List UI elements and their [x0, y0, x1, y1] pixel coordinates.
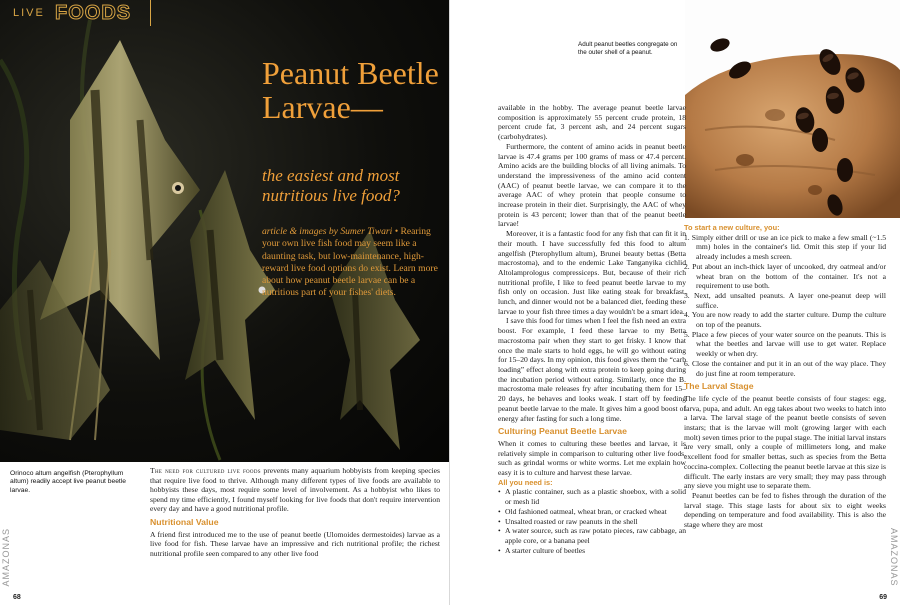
article-title: Peanut Beetle Larvae— [262, 55, 439, 125]
culturing-text: When it comes to culturing these beetles and larvae, it is relatively simple in comparison to culturing other live foods, such as grindal worms or white worms. Let me explain how easy it is to culture and harvest these larvae. [498, 438, 686, 478]
byline-credit: article & images by Sumer Tiwari • [262, 226, 399, 237]
page-number-left: 68 [13, 594, 21, 601]
intro-body: prevents many aquarium hobbyists from keeping species that require live food to thrive. Although many different types of live foods are available to hobbyists these days, most require some level of involvement. As a hobbyist who likes to spend my time efficiently, I found myself looking for live foods that don't require intervention every day and have a good nutritional profile. [150, 466, 441, 514]
column-one [498, 103, 686, 555]
heading-all-you-need: All you need is: [498, 477, 553, 487]
list-item: 3. Next, add unsalted peanuts. A layer one-peanut deep will suffice. [684, 290, 886, 310]
col1-paragraph-2: Furthermore, the content of amino acids in peanut beetle larvae is 47.4 grams per 100 grams of mass or 47.4 percent. Amino acids are the building blocks of all living animals. To understand the impressiveness of the amino acid content (AAC) of peanut beetle larvae, we can compare it to the average AAC of whey protein that people consume to increase protein in their diet. Surprisingly, the AAC of whey protein is 43 percent; lower than that of the peanut beetle larvae! [498, 141, 686, 229]
page-number-right: 69 [879, 594, 887, 601]
hero-image [0, 0, 450, 462]
column-two [684, 223, 886, 530]
beetle-photo-caption: Adult peanut beetles congregate on the outer shell of a peanut. [578, 41, 678, 56]
intro-text [150, 466, 440, 558]
larval-paragraph-2: Peanut beetles can be fed to fishes through the duration of the larval stage. This stage lasts for about six to eight weeks depending on temperature and food availability. This is also the stage where they are most [684, 490, 886, 530]
tag-divider [150, 0, 151, 26]
col1-paragraph-4: I save this food for times when I feel the fish need an extra boost. For example, I feed these larvae to my Betta macrostoma pair when they start to get frisky. I know that once the male starts to hold eggs, he will go without eating for 15–20 days. In my opinion, this food gives them the “carb loading” effect along with extra protein to keep going during the incubation period without eating. Similarly, once the B. macrostoma male releases fry after incubating them for 15–20 days, he behaves and looks weak. I start off by feeding peanut beetle larvae to the male. It gives him a good boost of energy after fasting for such a long time. [498, 316, 686, 423]
heading-start-culture: To start a new culture, you: [684, 223, 780, 232]
steps-list [684, 233, 886, 379]
right-page [450, 0, 900, 605]
list-item: • Unsalted roasted or raw peanuts in the shell [498, 517, 686, 527]
heading-culturing: Culturing Peanut Beetle Larvae [498, 426, 627, 437]
peanut-beetles-illustration [685, 0, 900, 218]
list-item: 6. Close the container and put it in an out of the way place. They do just fine at room temperature. [684, 358, 886, 378]
list-item: • A water source, such as raw potato pieces, raw cabbage, an apple core, or a banana peel [498, 526, 686, 545]
nutritional-text: A friend first introduced me to the use of peanut beetle (Ulomoides dermestoides) larvae as a live food for fish. These larvae have an impressive and rich nutritional profile; the richest nutritional profile seen compared to any other live food [150, 529, 440, 558]
col1-paragraph-1: available in the hobby. The average peanut beetle larvae composition is approximately 55 percent crude protein, 18 percent crude fat, 3 percent ash, and 24 percent sugars (carbohydrates). [498, 103, 686, 142]
article-subtitle: the easiest and most nutritious live food? [262, 166, 400, 205]
list-item: • Old fashioned oatmeal, wheat bran, or cracked wheat [498, 507, 686, 517]
intro-lead: The need for cultured live foods [150, 466, 261, 475]
angelfish-caption: Orinoco altum angelfish (Pterophyllum altum) readily accept live peanut beetle larvae. [10, 470, 126, 494]
list-item: 1. Simply either drill or use an ice pick to make a few small (~1.5 mm) holes in the container's lid. Omit this step if your lid already includes a mesh screen. [684, 232, 886, 262]
supplies-list [498, 487, 686, 555]
magazine-logo-right: AMAZONAS [889, 528, 899, 587]
list-item: 5. Place a few pieces of your water source on the peanuts. This is what the beetles and larvae will use to get water. Replace weekly or when dry. [684, 329, 886, 359]
larval-paragraph-1: The life cycle of the peanut beetle consists of four stages: egg, larva, pupa, and adult. An egg takes about two weeks to hatch into a larva. The larval stage of the peanut beetle consists of seven instars; that is the larvae will molt (growing larger with each molt) seven times prior to the pupal stage. The initial larval instars are very small, only a couple of millimeters long, and make excellent food for smaller bettas, such as species from the Betta coccina-complex. Collecting the peanut beetle larvae at this size is difficult. The early instars are very small; they may pass through any sieve you might use to separate them. [684, 393, 886, 491]
list-item: 4. You are now ready to add the starter culture. Dump the culture on top of the peanuts. [684, 310, 886, 330]
section-tag-foods: FOODS [55, 2, 132, 24]
heading-larval-stage: The Larval Stage [684, 381, 754, 392]
magazine-logo-left: AMAZONAS [1, 528, 11, 587]
beetle-photo [685, 0, 900, 218]
list-item: 2. Put about an inch-thick layer of uncooked, dry oatmeal and/or wheat bran on the bottom of the container. It's not a requirement to use both. [684, 261, 886, 291]
list-item: • A starter culture of beetles [498, 546, 686, 556]
list-item: • A plastic container, such as a plastic shoebox, with a solid or mesh lid [498, 487, 686, 506]
byline-deck: Rearing your own live fish food may seem like a daunting task, but low-maintenance, high-reward live food options do exist. Learn more about how peanut beetle larvae can be a nutritious part of your fishes' diets. [262, 226, 438, 299]
section-tag-live: LIVE [13, 7, 45, 19]
article-byline [262, 226, 440, 300]
heading-nutritional-value: Nutritional Value [150, 516, 219, 527]
col1-paragraph-3: Moreover, it is a fantastic food for any fish that can fit it in their mouth. I have successfully fed this food to altum angelfish (Pterophyllum altum), Brunei beauty bettas (Betta macrostoma), and to the endemic Lake Tanganyika cichlid Altolamprologus compressiceps. But, because of their rich nutritional profile, I like to feed peanut beetle larvae to my fish only on occasion. Just like eating steak for breakfast, lunch, and dinner would not be a balanced diet, feeding these larvae to your fish three times a day wouldn't be a smart idea. [498, 229, 686, 316]
